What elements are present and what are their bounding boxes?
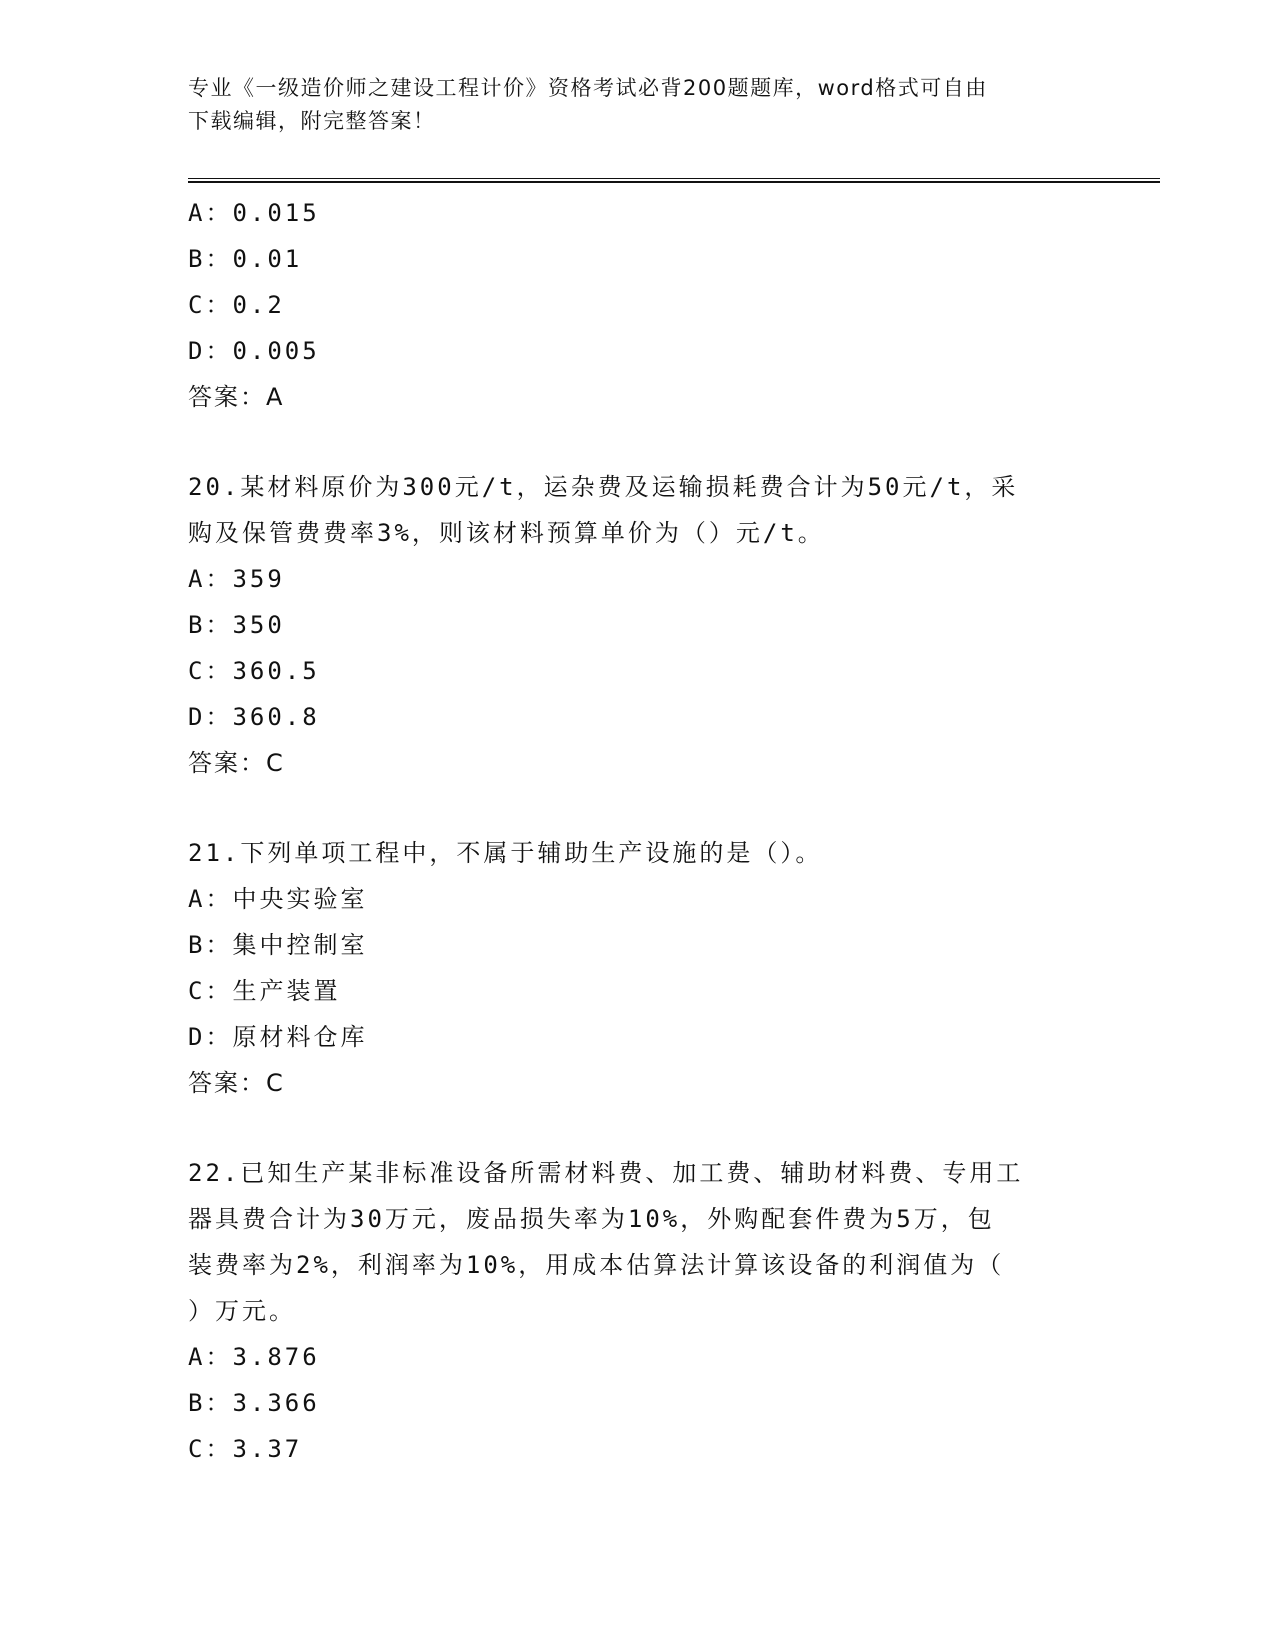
- question-22-block: [188, 1150, 1088, 1472]
- question-stem-line: 装费率为2%，利润率为10%，用成本估算法计算该设备的利润值为（: [188, 1251, 1005, 1279]
- option-d: D：0.005: [188, 337, 320, 365]
- question-21-block: [188, 830, 1088, 1106]
- answer-line: 答案：C: [188, 1069, 285, 1097]
- option-c: C：3.37: [188, 1435, 303, 1463]
- question-19-block: [188, 190, 1088, 420]
- option-a: A：3.876: [188, 1343, 320, 1371]
- answer-line: 答案：C: [188, 749, 285, 777]
- option-b: B：0.01: [188, 245, 303, 273]
- option-c: C：360.5: [188, 657, 320, 685]
- option-a: A：359: [188, 565, 285, 593]
- option-a: A：0.015: [188, 199, 320, 227]
- option-d: D：360.8: [188, 703, 320, 731]
- option-a: A：中央实验室: [188, 885, 368, 913]
- option-b: B：集中控制室: [188, 931, 368, 959]
- question-stem-line: 器具费合计为30万元，废品损失率为10%，外购配套件费为5万，包: [188, 1205, 995, 1233]
- question-stem-line: 22.已知生产某非标准设备所需材料费、加工费、辅助材料费、专用工: [188, 1159, 1024, 1187]
- option-b: B：3.366: [188, 1389, 320, 1417]
- question-stem-line: ）万元。: [188, 1297, 296, 1325]
- header-divider: [188, 178, 1160, 183]
- header-line-1: 专业《一级造价师之建设工程计价》资格考试必背200题题库，word格式可自由: [188, 76, 988, 100]
- option-b: B：350: [188, 611, 285, 639]
- page-header: [188, 72, 1088, 138]
- option-d: D：原材料仓库: [188, 1023, 368, 1051]
- option-c: C：生产装置: [188, 977, 341, 1005]
- question-stem-line: 购及保管费费率3%，则该材料预算单价为（）元/t。: [188, 519, 825, 547]
- question-list: [188, 190, 1088, 1472]
- question-stem-line: 20.某材料原价为300元/t，运杂费及运输损耗费合计为50元/t，采: [188, 473, 1019, 501]
- header-line-2: 下载编辑，附完整答案！: [188, 109, 436, 133]
- question-stem-line: 21.下列单项工程中，不属于辅助生产设施的是（）。: [188, 839, 823, 867]
- answer-line: 答案：A: [188, 383, 285, 411]
- option-c: C：0.2: [188, 291, 285, 319]
- question-20-block: [188, 464, 1088, 786]
